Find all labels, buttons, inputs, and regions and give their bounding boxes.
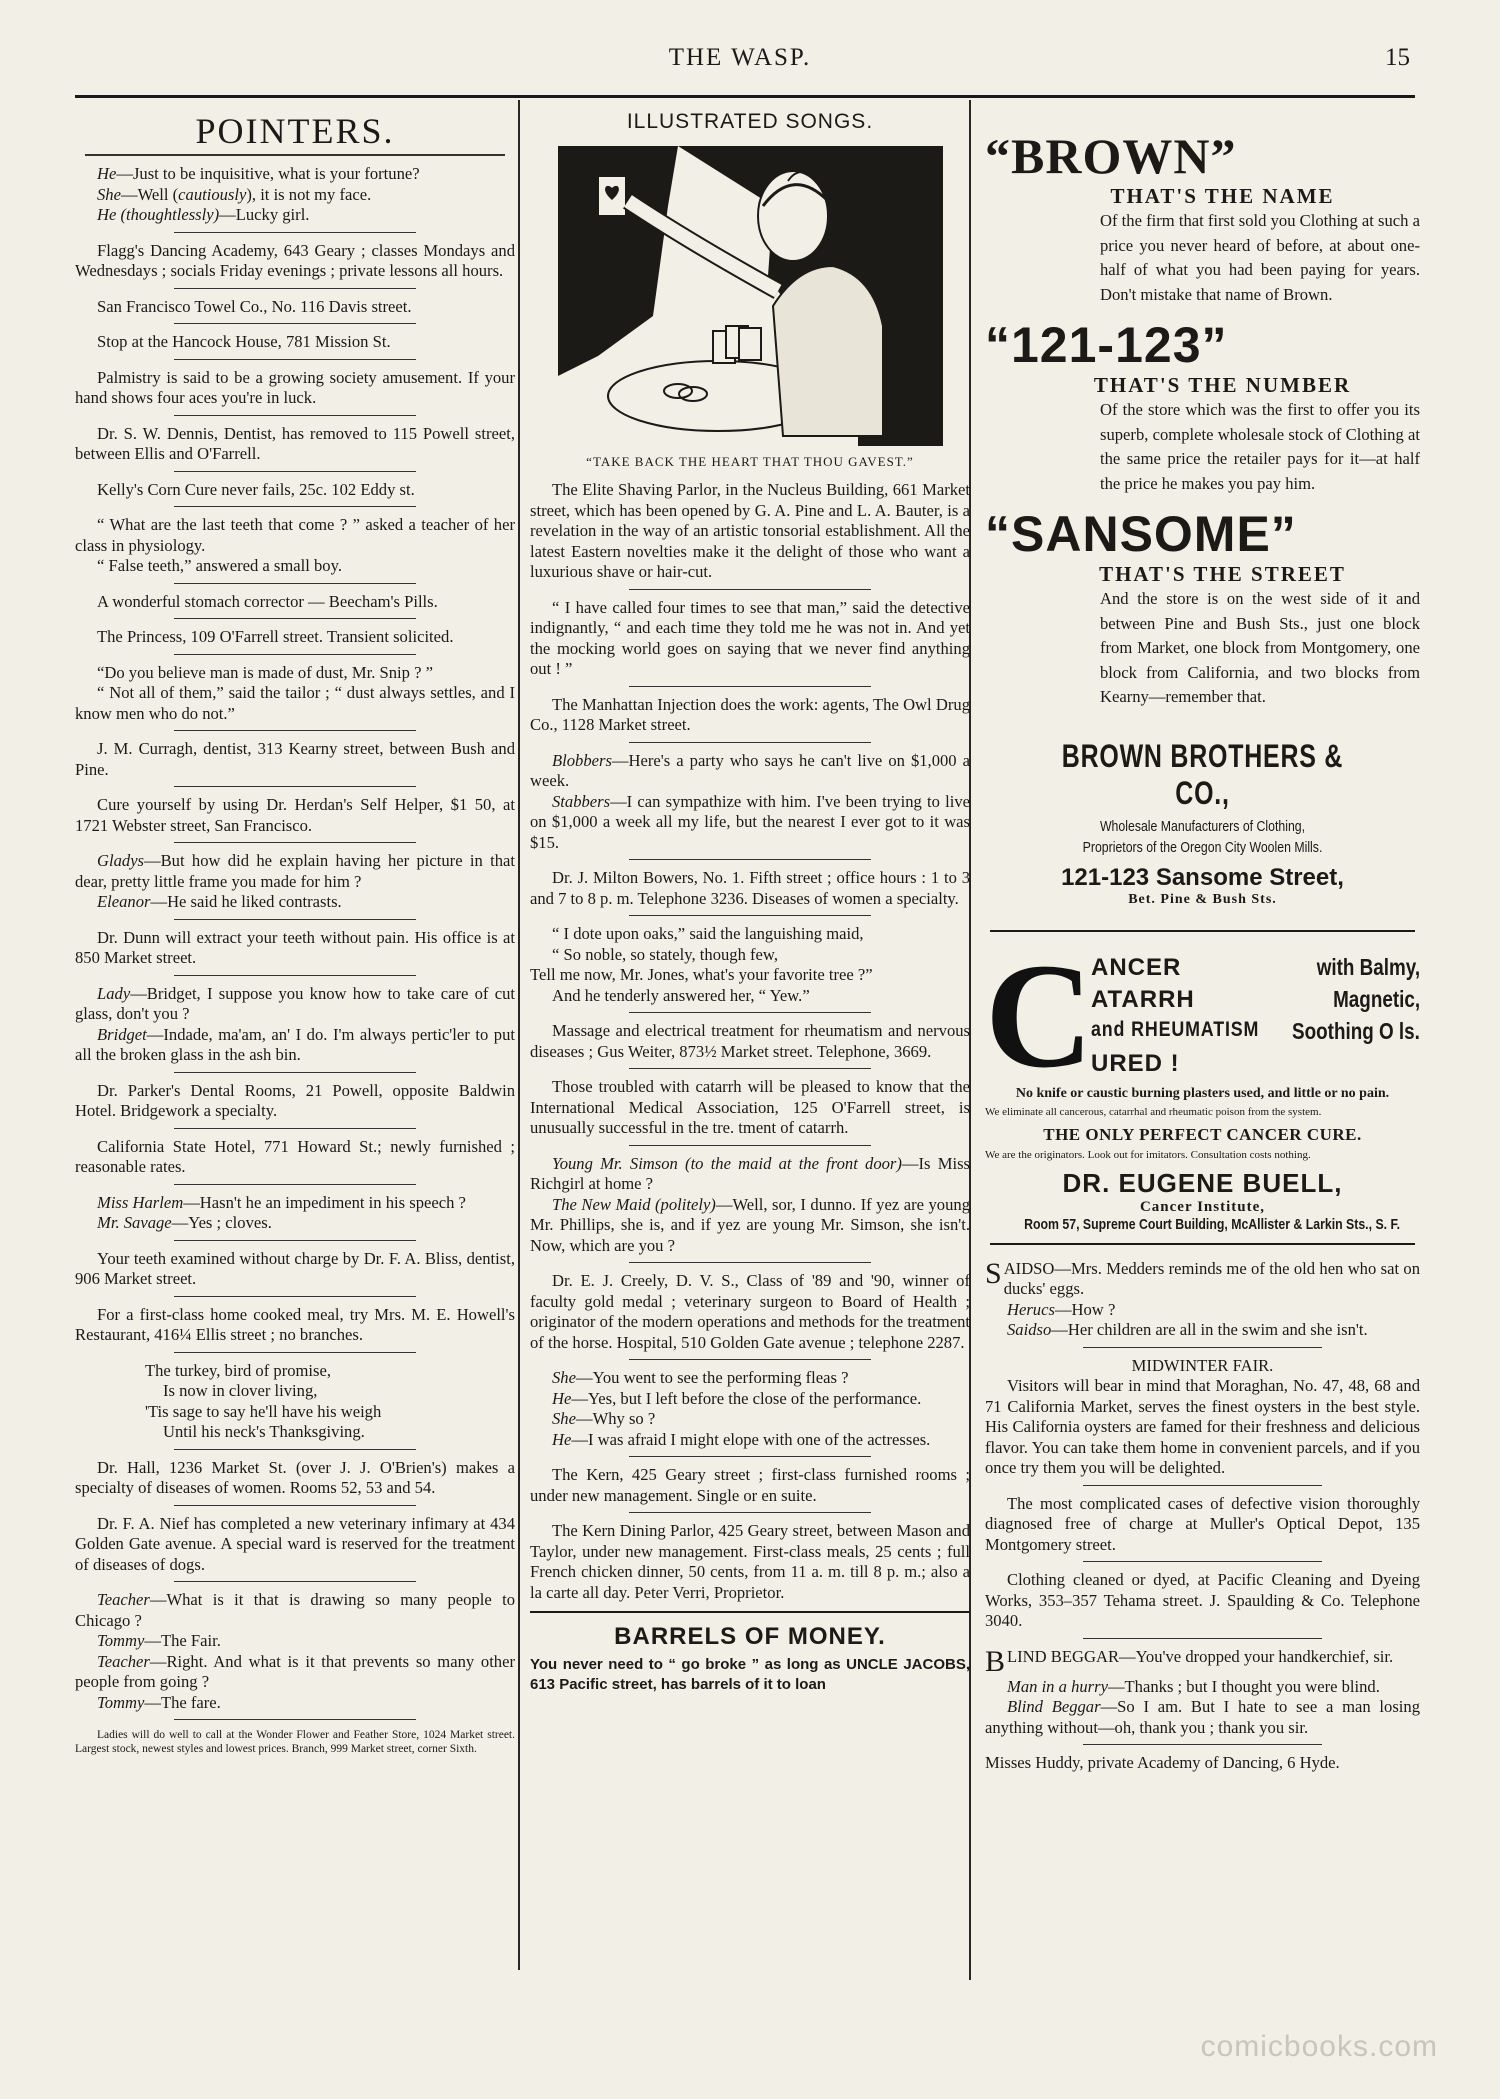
brown-text: Of the firm that first sold you Clothing at such a price you never heard of before, at about one-half of what you had been paying for years. Don't mistake that name of Brown. [1100,211,1420,304]
joke-line: Teacher—What is it that is drawing so many people to Chicago ? [75,1590,515,1630]
ad-item: Dr. Hall, 1236 Market St. (over J. J. O'Brien's) makes a specialty of diseases of women. Rooms 52, 53 and 54. [75,1457,515,1497]
ad-item: Dr. J. Milton Bowers, No. 1. Fifth street ; office hours : 1 to 3 and 7 to 8 p. m. Telephone 3236. Diseases of women a specialty. [530,868,970,908]
ad-item: The most complicated cases of defective vision thoroughly diagnosed free of charge at Muller's Optical Depot, 135 Montgomery street. [985,1493,1420,1554]
publication-title: THE WASP. [668,44,812,71]
joke-line: “ I have called four times to see that man,” said the detective indignantly, “ and each time they told me he was not in. And yet the mocking world goes on saying that we never find anything out ! ” [530,597,970,678]
ad-item: Dr. Parker's Dental Rooms, 21 Powell, opposite Baldwin Hotel. Bridgework a specialty. [75,1080,515,1120]
barrels-body: You never need to “ go broke ” as long as UNCLE JACOBS, 613 Pacific street, has barrels of it to loan [530,1656,970,1693]
column-divider [518,100,520,1970]
joke-line: She—You went to see the performing fleas ? [552,1368,849,1387]
column-pointers [75,110,515,1960]
ad-item: A wonderful stomach corrector — Beecham's Pills. [97,591,438,611]
joke-line: SAIDSO—Mrs. Medders reminds me of the old hen who sat on ducks' eggs. [985,1256,1420,1298]
ad-item: Palmistry is said to be a growing society amusement. If your hand shows four aces you're in luck. [75,367,515,407]
verse-line: “ So noble, so stately, though few, [552,944,778,964]
joke-line: He—I was afraid I might elope with one of the actresses. [552,1429,931,1449]
joke-line: BLIND BEGGAR—You've dropped your handkerchief, sir. [985,1644,1394,1678]
verse-line: And he tenderly answered her, “ Yew.” [552,985,810,1005]
ad-item: Dr. Dunn will extract your teeth without pain. His office is at 850 Market street. [75,927,515,967]
brown-subheading: THAT'S THE NAME [1110,184,1335,208]
poem [75,1361,515,1443]
column-illustrated-songs [530,110,970,1960]
ad-item: For a first-class home cooked meal, try Mrs. M. E. Howell's Restaurant, 416¼ Ellis street ; no branches. [75,1304,515,1344]
sansome-subheading: THAT'S THE STREET [1099,562,1346,586]
joke-line: Tommy—The fare. [97,1692,221,1712]
joke-line: Eleanor—He said he liked contrasts. [97,892,342,911]
joke-line: Herucs—How ? [1007,1299,1116,1319]
magnetic-word: Magnetic, [1333,985,1420,1012]
joke-line: Tommy—The Fair. [97,1631,221,1650]
midwinter-heading: MIDWINTER FAIR. [1131,1355,1274,1375]
joke-line: Gladys—But how did he explain having her picture in that dear, pretty little frame you made for him ? [75,851,515,891]
joke-line: “ Not all of them,” said the tailor ; “ dust always settles, and I know men who do not.” [75,683,515,723]
store-address: 121-123 Sansome Street, [1061,863,1344,891]
joke-line: He (thoughtlessly)—Lucky girl. [97,205,310,224]
joke-line: The New Maid (politely)—Well, sor, I dunno. If yez are young Mr. Phillips, she is, and if yez are young Mr. Simson, she isn't. Now, which are you ? [530,1194,970,1255]
card-player-illustration [558,146,943,446]
poem-line: The turkey, bird of promise, [145,1360,332,1380]
ad-item: California State Hotel, 771 Howard St.; newly furnished ; reasonable rates. [75,1136,515,1176]
brown-headline: “BROWN” [985,128,1237,184]
joke-line: She—Well (cautiously), it is not my face. [97,184,372,204]
cured-word: URED ! [1091,1049,1180,1077]
institute-address: Room 57, Supreme Court Building, McAllister & Larkin Sts., S. F. [1024,1215,1401,1233]
only-cure-line: THE ONLY PERFECT CANCER CURE. [1043,1124,1362,1144]
joke-line: Stabbers—I can sympathize with him. I've been trying to live on $1,000 a week all my life, but the nearest I ever got to it was $15. [530,791,970,852]
ad-item: Clothing cleaned or dyed, at Pacific Cleaning and Dyeing Works, 353–357 Tehama street. J. Spaulding & Co. Telephone 3040. [985,1570,1420,1630]
section-heading: POINTERS. [195,111,395,151]
page-header [70,40,1410,95]
joke-line: “Do you believe man is made of dust, Mr. Snip ? ” [97,662,433,682]
number-text: Of the store which was the first to offer you its superb, complete wholesale stock of Clothing at the same price the retailer pays for it—at half the price he makes you pay him. [1100,400,1420,493]
ad-item: Your teeth examined without charge by Dr. F. A. Bliss, dentist, 906 Market street. [75,1248,515,1288]
joke-line: She—Why so ? [552,1409,656,1428]
proprietors-line: Proprietors of the Oregon City Woolen Mills. [1082,838,1323,856]
joke-line: Miss Harlem—Hasn't he an impediment in his speech ? [97,1192,466,1212]
joke-line: He—Just to be inquisitive, what is your fortune? [97,164,420,183]
ad-item: Those troubled with catarrh will be pleased to know that the International Medical Association, 125 O'Farrell street, is unusually successful in the tre. tment of catarrh. [530,1077,970,1137]
large-c-letter: C [985,932,1094,1099]
sansome-text: And the store is on the west side of it and between Pine and Bush Sts., just one block from Market, one block from Montgomery, one block from California, and two blocks from Kearny—remember that. [1100,589,1420,706]
joke-line: “ False teeth,” answered a small boy. [97,556,342,575]
ad-item: The Kern Dining Parlor, 425 Geary street, between Mason and Taylor, under new management. First-class meals, 25 cents ; full French chicken dinner, 50 cents, from 11 a. m. till 8 p. m.; also a la carte all day. Peter Verri, Proprietor. [530,1521,970,1602]
no-knife-line: No knife or caustic burning plasters used, and little or no pain. [1015,1085,1390,1101]
catarrh-word: ATARRH [1091,985,1195,1013]
brown-brothers-name: BROWN BROTHERS & CO., [1061,737,1344,811]
joke-line: Man in a hurry—Thanks ; but I thought you were blind. [1007,1676,1380,1696]
sansome-headline: “SANSOME” [985,506,1297,562]
ad-item: The Princess, 109 O'Farrell street. Transient solicited. [97,627,454,646]
page-number: 15 [1385,44,1410,71]
joke-line: Teacher—Right. And what is it that prevents so many other people from going ? [75,1651,515,1691]
rheumatism-word: and RHEUMATISM [1091,1017,1260,1041]
ad-item: The Elite Shaving Parlor, in the Nucleus Building, 661 Market street, which has been opened by G. A. Pine and L. A. Bauter, is a revelation in the way of an artistic tonsorial establishment. All the latest Eastern novelties make it the delight of those who want a luxurious shave or hair-cut. [530,480,970,581]
joke-line: Mr. Savage—Yes ; cloves. [97,1213,272,1232]
joke-line: Blobbers—Here's a party who says he can't live on $1,000 a week. [530,750,970,790]
ad-item: Dr. F. A. Nief has completed a new veterinary infimary at 434 Golden Gate avenue. A special ward is reserved for the treatment of diseases of dogs. [75,1513,515,1574]
poem-line: Is now in clover living, [163,1381,318,1400]
column-ads [985,110,1420,1960]
ad-item: Stop at the Hancock House, 781 Mission St. [97,332,391,351]
institute-name: Cancer Institute, [1139,1198,1266,1215]
header-rule [75,95,1415,98]
soothing-word: Soothing O ls. [1292,1017,1420,1044]
doctor-name: DR. EUGENE BUELL, [1062,1167,1343,1198]
wholesale-line: Wholesale Manufacturers of Clothing, [1099,817,1306,835]
ad-item: Kelly's Corn Cure never fails, 25c. 102 Eddy st. [97,479,415,499]
cross-streets: Bet. Pine & Bush Sts. [1128,891,1277,907]
barrels-heading: BARRELS OF MONEY. [614,1623,886,1650]
joke-line: Lady—Bridget, I suppose you know how to take care of cut glass, don't you ? [75,983,515,1023]
poem-line: 'Tis sage to say he'll have his weigh [145,1401,382,1421]
joke-line: Saidso—Her children are all in the swim and she isn't. [1007,1320,1368,1339]
ad-item: The Kern, 425 Geary street ; first-class furnished rooms ; under new management. Single or en suite. [530,1465,970,1505]
joke-line: He—Yes, but I left before the close of the performance. [552,1388,922,1408]
ad-item: Misses Huddy, private Academy of Dancing, 6 Hyde. [985,1753,1340,1772]
ad-item: Cure yourself by using Dr. Herdan's Self Helper, $1 50, at 1721 Webster street, San Francisco. [75,795,515,835]
ad-item: Dr. S. W. Dennis, Dentist, has removed to 115 Powell street, between Ellis and O'Farrell. [75,423,515,463]
joke-line: “ What are the last teeth that come ? ” asked a teacher of her class in physiology. [75,515,515,555]
joke-line: Young Mr. Simson (to the maid at the front door)—Is Miss Richgirl at home ? [530,1153,970,1193]
eliminate-line: We eliminate all cancerous, catarrhal and rheumatic poison from the system. [985,1105,1322,1118]
verse-line: “ I dote upon oaks,” said the languishing maid, [552,924,864,943]
ad-item: Flagg's Dancing Academy, 643 Geary ; classes Mondays and Wednesdays ; socials Friday evenings ; private lessons all hours. [75,240,515,280]
illustration [558,146,943,446]
ad-item: Massage and electrical treatment for rheumatism and nervous diseases ; Gus Weiter, 873½ Market street. Telephone, 3669. [530,1021,970,1061]
ad-item: J. M. Curragh, dentist, 313 Kearny street, between Bush and Pine. [75,739,515,779]
ad-item: Dr. E. J. Creely, D. V. S., Class of '89 and '90, winner of faculty gold medal ; veterinary surgeon to Board of Health ; originator of the modern operations and methods for the treatment of the horse. Hospital, 510 Golden Gate avenue ; telephone 2287. [530,1271,970,1352]
joke-line: Bridget—Indade, ma'am, an' I do. I'm always pertic'ler to put all the broken glass in the ash bin. [75,1024,515,1064]
number-headline: “121-123” [985,317,1228,373]
ad-item: Visitors will bear in mind that Moraghan, No. 47, 48, 68 and 71 California Market, serves the finest oysters in the best style. His California oysters are famed for their freshness and delicious flavor. You can take them home in convenient parcels, and if you once try them you will be delighted. [985,1376,1420,1477]
ad-item: The Manhattan Injection does the work: agents, The Owl Drug Co., 1128 Market street. [530,694,970,734]
verse-line: Tell me now, Mr. Jones, what's your favorite tree ?” [530,965,873,984]
number-subheading: THAT'S THE NUMBER [1093,373,1352,397]
cancer-word: ANCER [1091,953,1182,981]
joke-line: Blind Beggar—So I am. But I hate to see a man losing anything without—oh, thank you ; thank you sir. [985,1697,1420,1737]
poem-line: Until his neck's Thanksgiving. [163,1422,365,1441]
section-heading: ILLUSTRATED SONGS. [626,110,874,133]
ad-item: San Francisco Towel Co., No. 116 Davis street. [97,296,412,316]
originators-line: We are the originators. Look out for imitators. Consultation costs nothing. [985,1148,1311,1161]
watermark: comicbooks.com [1200,2030,1438,2063]
heading-underline [85,154,505,156]
illustration-caption: “TAKE BACK THE HEART THAT THOU GAVEST.” [586,454,914,469]
balmy-word: with Balmy, [1316,953,1420,980]
ad-wonder-store: Ladies will do well to call at the Wonder Flower and Feather Store, 1024 Market street. Largest stock, newest styles and lowest prices. Branch, 999 Market street, corner Sixth. [75,1729,515,1755]
